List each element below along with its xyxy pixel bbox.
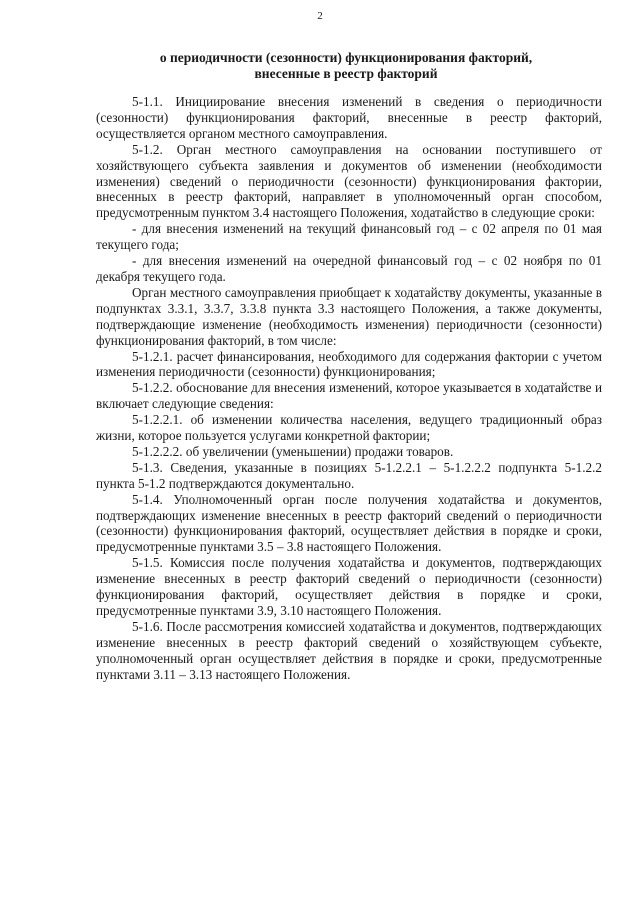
document-body (96, 94, 602, 683)
paragraph-5-1-2-2-1: 5-1.2.2.1. об изменении количества населения, ведущего традиционный образ жизни, которое пользуется услугами конкретной фактории; (96, 412, 602, 444)
section-title-line-2: внесенные в реестр факторий (254, 66, 438, 81)
paragraph-5-1-2: 5-1.2. Орган местного самоуправления на основании поступившего от хозяйствующего субъекта заявления и документов об изменении (необходимости изменения) сведений о периодичности (сезонности) функционирования фактории, внесенных в реестр факторий, направляет в уполномоченный орган способом, предусмотренным пунктом 3.4 настоящего Положения, ходатайство в следующие сроки: (96, 141, 602, 221)
paragraph-5-1-3: 5-1.3. Сведения, указанные в позициях 5-1.2.2.1 – 5-1.2.2.2 подпункта 5-1.2.2 пункта 5-1.2 подтверждаются документально. (96, 459, 602, 491)
paragraph-5-1-2-2-2: 5-1.2.2.2. об увеличении (уменьшении) продажи товаров. (132, 443, 454, 459)
page-number: 2 (317, 10, 323, 22)
section-title (96, 50, 596, 82)
paragraph-5-1-1: 5-1.1. Инициирование внесения изменений в сведения о периодичности (сезонности) функционирования факторий, внесенные в реестр факторий, осуществляется органом местного самоуправления. (96, 94, 602, 141)
paragraph-deadline-next-year: - для внесения изменений на очередной финансовый год – с 02 ноября по 01 декабря текущего года. (96, 253, 602, 284)
paragraph-5-1-6: 5-1.6. После рассмотрения комиссией ходатайства и документов, подтверждающих изменение внесенных в реестр факторий сведений о хозяйствующем субъекте, уполномоченный орган осуществляет действия в порядке и сроки, предусмотренные пунктами 3.11 – 3.13 настоящего Положения. (96, 618, 602, 682)
paragraph-5-1-5: 5-1.5. Комиссия после получения ходатайства и документов, подтверждающих изменение внесенных в реестр факторий сведений о периодичности (сезонности) функционирования факторий, осуществляет действия в порядке и сроки, предусмотренные пунктами 3.9, 3.10 настоящего Положения. (96, 555, 602, 618)
paragraph-5-1-4: 5-1.4. Уполномоченный орган после получения ходатайства и документов, подтверждающих изменение внесенных в реестр факторий сведений о периодичности (сезонности) функционирования факторий, осуществляет действия в порядке и сроки, предусмотренные пунктами 3.5 – 3.8 настоящего Положения. (96, 491, 602, 555)
paragraph-5-1-2-2: 5-1.2.2. обоснование для внесения изменений, которое указывается в ходатайстве и включает следующие сведения: (96, 380, 602, 412)
paragraph-deadline-current-year: - для внесения изменений на текущий финансовый год – с 02 апреля по 01 мая текущего года; (96, 221, 602, 253)
paragraph-5-1-2-1: 5-1.2.1. расчет финансирования, необходимого для содержания фактории с учетом изменения периодичности (сезонности) функционирования; (96, 348, 602, 380)
paragraph-attached-documents: Орган местного самоуправления приобщает к ходатайству документы, указанные в подпунктах 3.3.1, 3.3.7, 3.3.8 пункта 3.3 настоящего Положения, а также документы, подтверждающие изменение (необходимость изменения) периодичности (сезонности) функционирования факторий, в том числе: (96, 284, 602, 348)
section-title-line-1: о периодичности (сезонности) функционирования факторий, (159, 50, 533, 65)
